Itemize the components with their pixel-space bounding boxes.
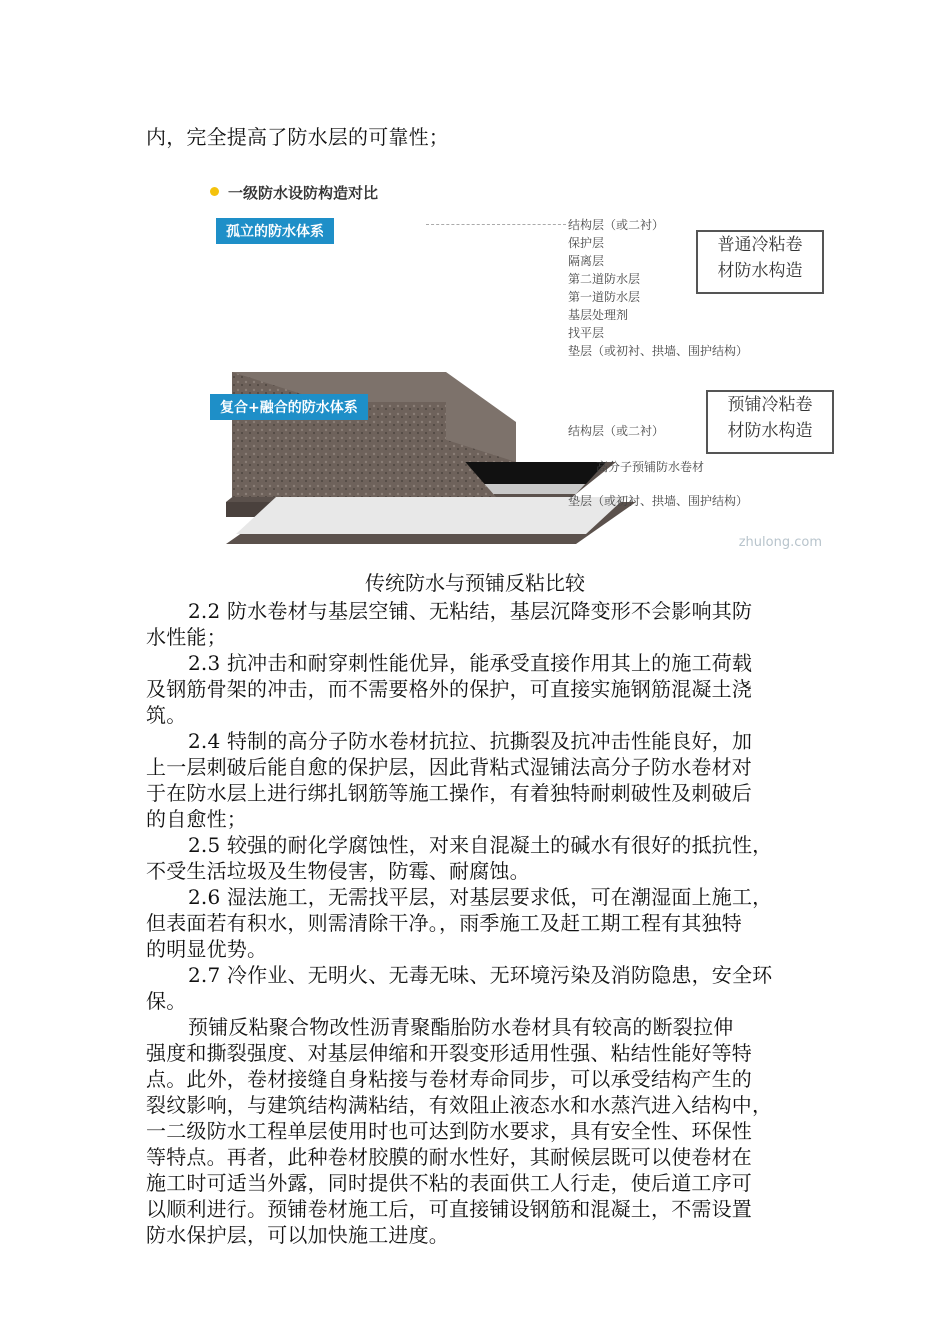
top-layer-label: 隔离层 xyxy=(568,254,605,268)
top-layer-label: 找平层 xyxy=(568,326,605,340)
conventional-structure-box: 普通冷粘卷 材防水构造 xyxy=(696,230,824,294)
top-layer-label: 基层处理剂 xyxy=(568,308,629,322)
paragraph-line: 2.2 防水卷材与基层空铺、无粘结，基层沉降变形不会影响其防 xyxy=(188,599,753,623)
pre-laid-structure-box: 预铺冷粘卷 材防水构造 xyxy=(706,390,834,454)
paragraph-line: 以顺利进行。预铺卷材施工后，可直接铺设钢筋和混凝土，不需设置 xyxy=(146,1197,752,1221)
top-layer-label: 第二道防水层 xyxy=(568,272,641,286)
watermark: zhulong.com xyxy=(738,535,822,550)
figure-title: 一级防水设防构造对比 xyxy=(228,184,379,202)
paragraph-line: 2.3 抗冲击和耐穿刺性能优异，能承受直接作用其上的施工荷载 xyxy=(188,651,753,675)
paragraph-line: 等特点。再者，此种卷材胶膜的耐水性好，其耐候层既可以使卷材在 xyxy=(146,1145,752,1169)
paragraph-line: 点。此外，卷材接缝自身粘接与卷材寿命同步，可以承受结构产生的 xyxy=(146,1067,752,1091)
paragraph-line: 水性能； xyxy=(146,625,227,649)
top-layer-label: 保护层 xyxy=(568,236,605,250)
paragraph-line: 保。 xyxy=(146,989,187,1013)
paragraph-line: 强度和撕裂强度、对基层伸缩和开裂变形适用性强、粘结性能好等特 xyxy=(146,1041,752,1065)
layer-comparison-figure xyxy=(196,172,852,556)
composite-system-label: 复合+融合的防水体系 xyxy=(210,394,368,420)
paragraph-line: 上一层刺破后能自愈的保护层，因此背粘式湿铺法高分子防水卷材对 xyxy=(146,755,752,779)
paragraph-line: 2.7 冷作业、无明火、无毒无味、无环境污染及消防隐患，安全环 xyxy=(188,963,773,987)
bottom-layer-label: 高分子预铺防水卷材 xyxy=(596,460,705,474)
paragraph-line: 一二级防水工程单层使用时也可达到防水要求，具有安全性、环保性 xyxy=(146,1119,752,1143)
paragraph-line: 裂纹影响，与建筑结构满粘结，有效阻止液态水和水蒸汽进入结构中， xyxy=(146,1093,773,1117)
paragraph-line: 施工时可适当外露，同时提供不粘的表面供工人行走，使后道工序可 xyxy=(146,1171,752,1195)
top-layer-label: 第一道防水层 xyxy=(568,290,641,304)
paragraph-line: 筑。 xyxy=(146,703,187,727)
top-layer-label: 结构层（或二衬） xyxy=(568,218,665,232)
top-layer-label: 垫层（或初衬、拱墙、围护结构） xyxy=(568,344,749,358)
paragraph-line: 但表面若有积水，则需清除干净。，雨季施工及赶工期工程有其独特 xyxy=(146,911,742,935)
paragraph-line: 防水保护层，可以加快施工进度。 xyxy=(146,1223,449,1247)
paragraph-line: 预铺反粘聚合物改性沥青聚酯胎防水卷材具有较高的断裂拉伸 xyxy=(188,1015,734,1039)
paragraph-line: 的自愈性； xyxy=(146,807,247,831)
paragraph-line: 不受生活垃圾及生物侵害，防霉、耐腐蚀。 xyxy=(146,859,530,883)
paragraph-line: 2.5 较强的耐化学腐蚀性，对来自混凝土的碱水有很好的抵抗性， xyxy=(188,833,773,857)
figure-caption: 传统防水与预铺反粘比较 xyxy=(365,571,585,595)
bottom-layer-label: 垫层（或初衬、拱墙、围护结构） xyxy=(568,494,749,508)
paragraph-line: 2.6 湿法施工，无需找平层，对基层要求低，可在潮湿面上施工， xyxy=(188,885,773,909)
paragraph-line: 的明显优势。 xyxy=(146,937,268,961)
isolated-system-label: 孤立的防水体系 xyxy=(216,218,334,244)
paragraph-line: 及钢筋骨架的冲击，而不需要格外的保护，可直接实施钢筋混凝土浇 xyxy=(146,677,752,701)
intro-line: 内，完全提高了防水层的可靠性； xyxy=(146,125,449,149)
paragraph-line: 于在防水层上进行绑扎钢筋等施工操作，有着独特耐刺破性及刺破后 xyxy=(146,781,752,805)
bottom-layer-label: 结构层（或二衬） xyxy=(568,424,665,438)
paragraph-line: 2.4 特制的高分子防水卷材抗拉、抗撕裂及抗冲击性能良好，加 xyxy=(188,729,753,753)
